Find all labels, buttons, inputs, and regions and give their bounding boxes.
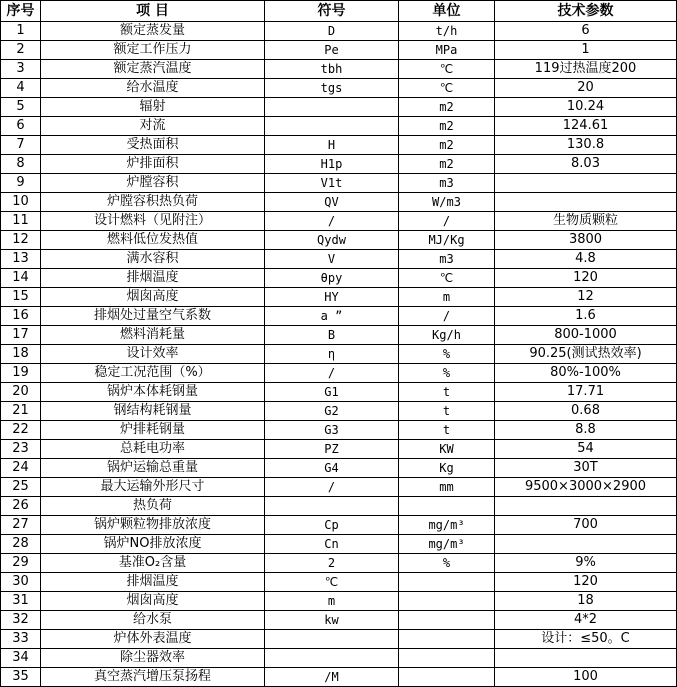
symbol-cell: G3 — [265, 421, 399, 440]
table-row — [1, 668, 677, 687]
item-name: 设计效率 — [41, 345, 265, 364]
item-name: 钢结构耗钢量 — [41, 402, 265, 421]
unit-cell: KW — [399, 440, 495, 459]
symbol-cell: PZ — [265, 440, 399, 459]
symbol-cell: QV — [265, 193, 399, 212]
item-name: 满水容积 — [41, 250, 265, 269]
item-name: 烟囱高度 — [41, 288, 265, 307]
symbol-cell — [265, 649, 399, 668]
item-name: 额定工作压力 — [41, 41, 265, 60]
symbol-cell: V — [265, 250, 399, 269]
symbol-cell: Cn — [265, 535, 399, 554]
symbol-cell: Cp — [265, 516, 399, 535]
unit-cell: m3 — [399, 174, 495, 193]
table-row — [1, 364, 677, 383]
unit-cell — [399, 630, 495, 649]
value-cell — [495, 497, 677, 516]
row-number: 11 — [1, 212, 41, 231]
row-number: 3 — [1, 60, 41, 79]
item-name: 真空蒸汽增压泵扬程 — [41, 668, 265, 687]
table-row — [1, 212, 677, 231]
symbol-cell: / — [265, 212, 399, 231]
table-row — [1, 174, 677, 193]
symbol-cell: B — [265, 326, 399, 345]
symbol-cell: tgs — [265, 79, 399, 98]
table-row — [1, 22, 677, 41]
symbol-cell — [265, 630, 399, 649]
symbol-cell: Qydw — [265, 231, 399, 250]
item-name: 锅炉NO排放浓度 — [41, 535, 265, 554]
value-cell: 30T — [495, 459, 677, 478]
table-row — [1, 41, 677, 60]
unit-cell — [399, 497, 495, 516]
value-cell: 1 — [495, 41, 677, 60]
item-name: 辐射 — [41, 98, 265, 117]
table-row — [1, 231, 677, 250]
value-cell: 119过热温度200 — [495, 60, 677, 79]
unit-cell — [399, 573, 495, 592]
row-number: 20 — [1, 383, 41, 402]
table-row — [1, 554, 677, 573]
symbol-cell: V1t — [265, 174, 399, 193]
unit-cell: m3 — [399, 250, 495, 269]
row-number: 33 — [1, 630, 41, 649]
table-row — [1, 421, 677, 440]
row-number: 23 — [1, 440, 41, 459]
value-cell: 700 — [495, 516, 677, 535]
unit-cell: MPa — [399, 41, 495, 60]
symbol-cell: G1 — [265, 383, 399, 402]
unit-cell: / — [399, 212, 495, 231]
table-row — [1, 79, 677, 98]
item-name: 给水温度 — [41, 79, 265, 98]
row-number: 31 — [1, 592, 41, 611]
unit-cell: % — [399, 364, 495, 383]
item-name: 基准O₂含量 — [41, 554, 265, 573]
value-cell: 90.25(测试热效率) — [495, 345, 677, 364]
row-number: 5 — [1, 98, 41, 117]
item-name: 除尘器效率 — [41, 649, 265, 668]
row-number: 13 — [1, 250, 41, 269]
unit-cell: MJ/Kg — [399, 231, 495, 250]
unit-cell — [399, 668, 495, 687]
value-cell: 9500×3000×2900 — [495, 478, 677, 497]
row-number: 30 — [1, 573, 41, 592]
row-number: 24 — [1, 459, 41, 478]
symbol-cell: Pe — [265, 41, 399, 60]
unit-cell: mm — [399, 478, 495, 497]
symbol-cell: ℃ — [265, 573, 399, 592]
table-row — [1, 193, 677, 212]
unit-cell: ℃ — [399, 60, 495, 79]
table-row — [1, 402, 677, 421]
value-cell: 6 — [495, 22, 677, 41]
unit-cell: m2 — [399, 117, 495, 136]
value-cell: 9% — [495, 554, 677, 573]
symbol-cell: /M — [265, 668, 399, 687]
unit-cell — [399, 611, 495, 630]
unit-cell: m — [399, 288, 495, 307]
value-cell — [495, 649, 677, 668]
symbol-cell: G2 — [265, 402, 399, 421]
symbol-cell: H1p — [265, 155, 399, 174]
symbol-cell: 2 — [265, 554, 399, 573]
value-cell — [495, 193, 677, 212]
row-number: 27 — [1, 516, 41, 535]
table-row — [1, 345, 677, 364]
row-number: 29 — [1, 554, 41, 573]
unit-cell: t/h — [399, 22, 495, 41]
table-row — [1, 516, 677, 535]
value-cell — [495, 174, 677, 193]
value-cell: 8.8 — [495, 421, 677, 440]
table-row — [1, 573, 677, 592]
symbol-cell: / — [265, 364, 399, 383]
row-number: 4 — [1, 79, 41, 98]
unit-cell: t — [399, 402, 495, 421]
symbol-cell: kw — [265, 611, 399, 630]
item-name: 额定蒸发量 — [41, 22, 265, 41]
unit-cell — [399, 649, 495, 668]
value-cell: 800-1000 — [495, 326, 677, 345]
table-row — [1, 250, 677, 269]
value-cell: 3800 — [495, 231, 677, 250]
item-name: 稳定工况范围（%） — [41, 364, 265, 383]
item-name: 额定蒸汽温度 — [41, 60, 265, 79]
value-cell: 4.8 — [495, 250, 677, 269]
symbol-cell: / — [265, 478, 399, 497]
symbol-cell: D — [265, 22, 399, 41]
value-cell: 130.8 — [495, 136, 677, 155]
unit-cell: % — [399, 554, 495, 573]
table-row — [1, 269, 677, 288]
unit-cell: m2 — [399, 98, 495, 117]
value-cell: 100 — [495, 668, 677, 687]
value-cell: 20 — [495, 79, 677, 98]
unit-cell: t — [399, 383, 495, 402]
unit-cell: m2 — [399, 155, 495, 174]
unit-cell: Kg — [399, 459, 495, 478]
table-row — [1, 497, 677, 516]
item-name: 总耗电功率 — [41, 440, 265, 459]
row-number: 34 — [1, 649, 41, 668]
symbol-cell: G4 — [265, 459, 399, 478]
table-row — [1, 288, 677, 307]
row-number: 32 — [1, 611, 41, 630]
row-number: 22 — [1, 421, 41, 440]
value-cell: 18 — [495, 592, 677, 611]
value-cell: 120 — [495, 573, 677, 592]
value-cell: 10.24 — [495, 98, 677, 117]
header-unit: 单位 — [399, 1, 495, 22]
value-cell: 12 — [495, 288, 677, 307]
row-number: 14 — [1, 269, 41, 288]
table-row — [1, 478, 677, 497]
value-cell: 17.71 — [495, 383, 677, 402]
value-cell — [495, 535, 677, 554]
item-name: 燃料低位发热值 — [41, 231, 265, 250]
value-cell: 8.03 — [495, 155, 677, 174]
table-row — [1, 630, 677, 649]
table-row — [1, 98, 677, 117]
symbol-cell: m — [265, 592, 399, 611]
item-name: 锅炉本体耗钢量 — [41, 383, 265, 402]
unit-cell: m2 — [399, 136, 495, 155]
unit-cell: % — [399, 345, 495, 364]
value-cell: 80%-100% — [495, 364, 677, 383]
table-row — [1, 459, 677, 478]
table-row — [1, 155, 677, 174]
row-number: 25 — [1, 478, 41, 497]
row-number: 35 — [1, 668, 41, 687]
row-number: 6 — [1, 117, 41, 136]
table-row — [1, 592, 677, 611]
item-name: 锅炉运输总重量 — [41, 459, 265, 478]
row-number: 26 — [1, 497, 41, 516]
unit-cell: W/m3 — [399, 193, 495, 212]
row-number: 2 — [1, 41, 41, 60]
value-cell: 54 — [495, 440, 677, 459]
row-number: 21 — [1, 402, 41, 421]
row-number: 16 — [1, 307, 41, 326]
unit-cell: Kg/h — [399, 326, 495, 345]
value-cell: 124.61 — [495, 117, 677, 136]
table-row — [1, 649, 677, 668]
value-cell: 1.6 — [495, 307, 677, 326]
item-name: 炉排耗钢量 — [41, 421, 265, 440]
row-number: 10 — [1, 193, 41, 212]
symbol-cell: θpy — [265, 269, 399, 288]
row-number: 17 — [1, 326, 41, 345]
unit-cell: mg/m³ — [399, 516, 495, 535]
symbol-cell: HY — [265, 288, 399, 307]
item-name: 给水泵 — [41, 611, 265, 630]
header-symbol: 符号 — [265, 1, 399, 22]
table-row — [1, 60, 677, 79]
item-name: 最大运输外形尺寸 — [41, 478, 265, 497]
unit-cell — [399, 592, 495, 611]
item-name: 受热面积 — [41, 136, 265, 155]
item-name: 炉排面积 — [41, 155, 265, 174]
symbol-cell: η — [265, 345, 399, 364]
symbol-cell: H — [265, 136, 399, 155]
symbol-cell — [265, 117, 399, 136]
table-row — [1, 307, 677, 326]
symbol-cell: tbh — [265, 60, 399, 79]
table-row — [1, 136, 677, 155]
item-name: 烟囱高度 — [41, 592, 265, 611]
item-name: 排烟温度 — [41, 269, 265, 288]
value-cell: 4*2 — [495, 611, 677, 630]
value-cell: 设计：≤50。C — [495, 630, 677, 649]
header-no: 序号 — [1, 1, 41, 22]
table-body — [1, 22, 677, 687]
unit-cell: t — [399, 421, 495, 440]
item-name: 炉膛容积 — [41, 174, 265, 193]
symbol-cell: a ” — [265, 307, 399, 326]
table-row — [1, 611, 677, 630]
row-number: 9 — [1, 174, 41, 193]
row-number: 15 — [1, 288, 41, 307]
unit-cell: ℃ — [399, 269, 495, 288]
header-row — [1, 1, 677, 22]
header-value: 技术参数 — [495, 1, 677, 22]
unit-cell: mg/m³ — [399, 535, 495, 554]
item-name: 燃料消耗量 — [41, 326, 265, 345]
unit-cell: / — [399, 307, 495, 326]
table-row — [1, 535, 677, 554]
item-name: 排烟温度 — [41, 573, 265, 592]
item-name: 设计燃料（见附注） — [41, 212, 265, 231]
symbol-cell — [265, 497, 399, 516]
value-cell: 生物质颗粒 — [495, 212, 677, 231]
unit-cell: ℃ — [399, 79, 495, 98]
item-name: 排烟处过量空气系数 — [41, 307, 265, 326]
row-number: 12 — [1, 231, 41, 250]
symbol-cell — [265, 98, 399, 117]
item-name: 对流 — [41, 117, 265, 136]
row-number: 28 — [1, 535, 41, 554]
row-number: 7 — [1, 136, 41, 155]
table-row — [1, 440, 677, 459]
row-number: 18 — [1, 345, 41, 364]
item-name: 热负荷 — [41, 497, 265, 516]
table-row — [1, 117, 677, 136]
header-item: 项 目 — [41, 1, 265, 22]
table-row — [1, 326, 677, 345]
value-cell: 120 — [495, 269, 677, 288]
item-name: 炉体外表温度 — [41, 630, 265, 649]
table-row — [1, 383, 677, 402]
row-number: 1 — [1, 22, 41, 41]
row-number: 8 — [1, 155, 41, 174]
row-number: 19 — [1, 364, 41, 383]
item-name: 炉膛容积热负荷 — [41, 193, 265, 212]
value-cell: 0.68 — [495, 402, 677, 421]
item-name: 锅炉颗粒物排放浓度 — [41, 516, 265, 535]
